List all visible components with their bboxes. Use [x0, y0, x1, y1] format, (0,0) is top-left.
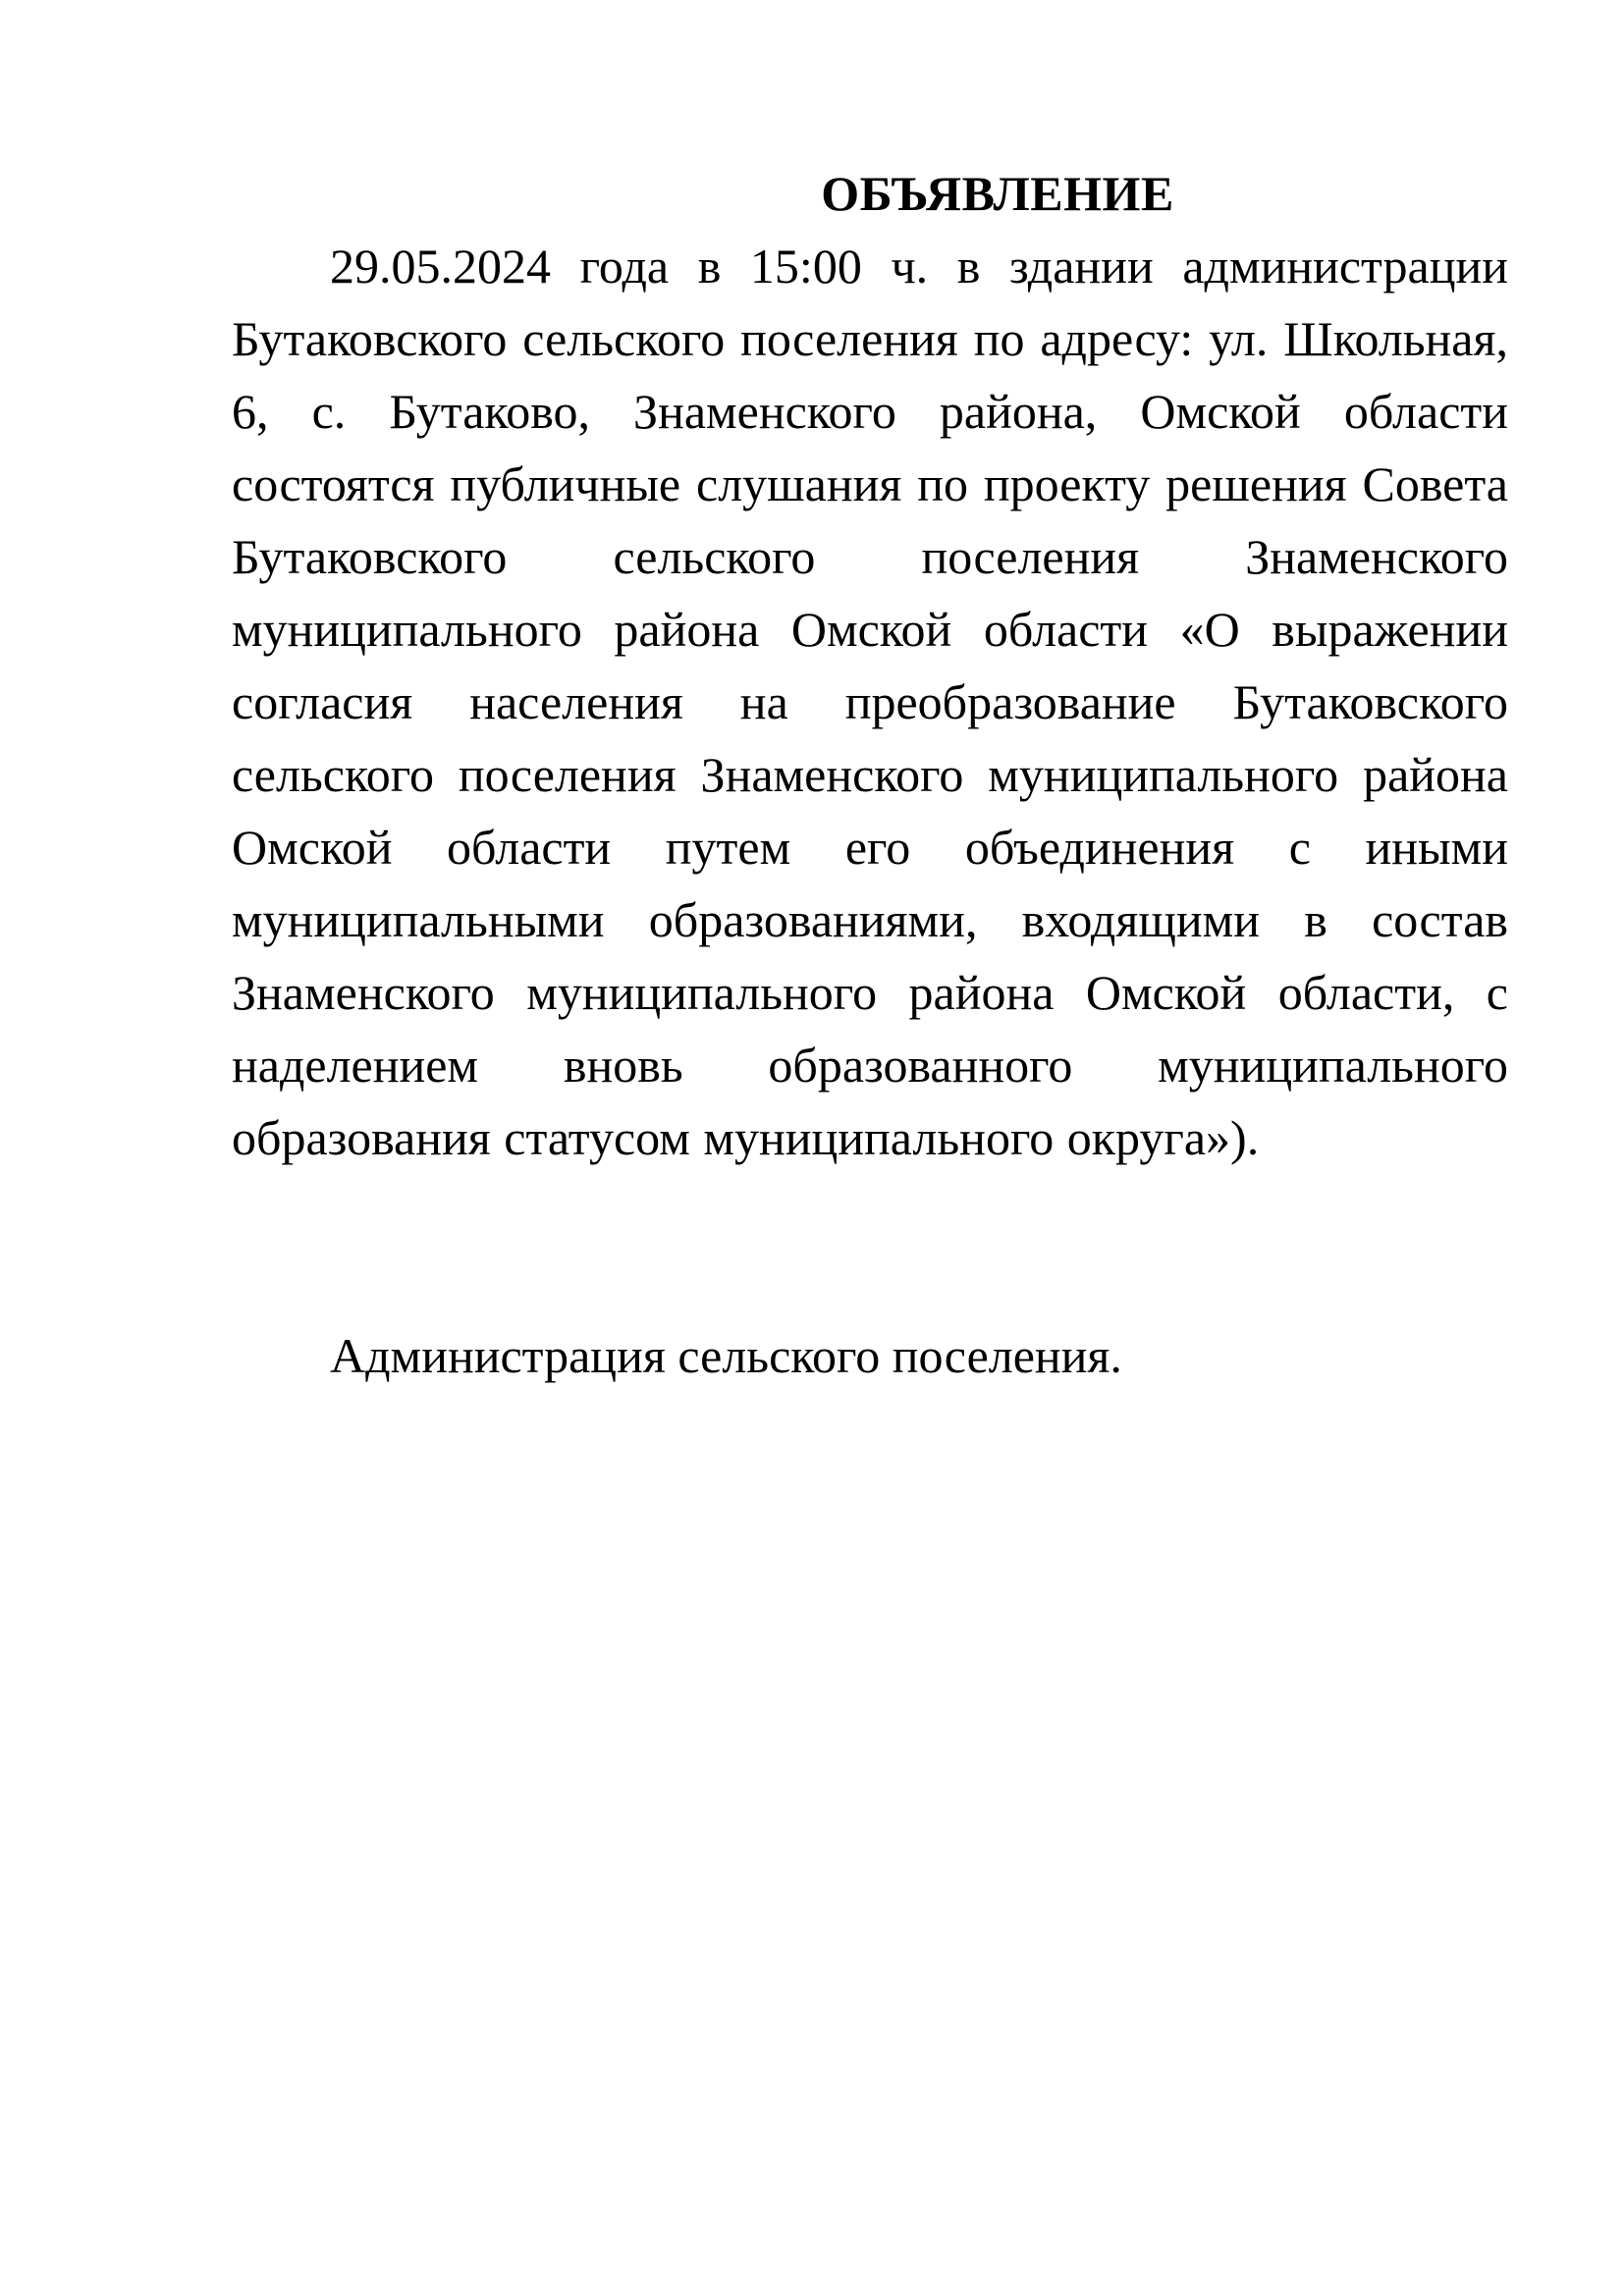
- document-title: ОБЪЯВЛЕНИЕ: [821, 166, 1174, 221]
- signature-line: Администрация сельского поселения.: [330, 1328, 1122, 1383]
- document-content: [232, 157, 1508, 1392]
- announcement-body: 29.05.2024 года в 15:00 ч. в здании администрации Бутаковского сельского поселения по адресу: ул. Школьная, 6, с. Бутаково, Знаменского района, Омской области состоятся публичные слушания по проекту решения Совета Бутаковского сельского поселения Знаменского муниципального района Омской области «О выражении согласия населения на преобразование Бутаковского сельского поселения Знаменского муниципального района Омской области путем его объединения с иными муниципальными образованиями, входящими в состав Знаменского муниципального района Омской области, с наделением вновь образованного муниципального образования статусом муниципального округа»).: [232, 239, 1508, 1165]
